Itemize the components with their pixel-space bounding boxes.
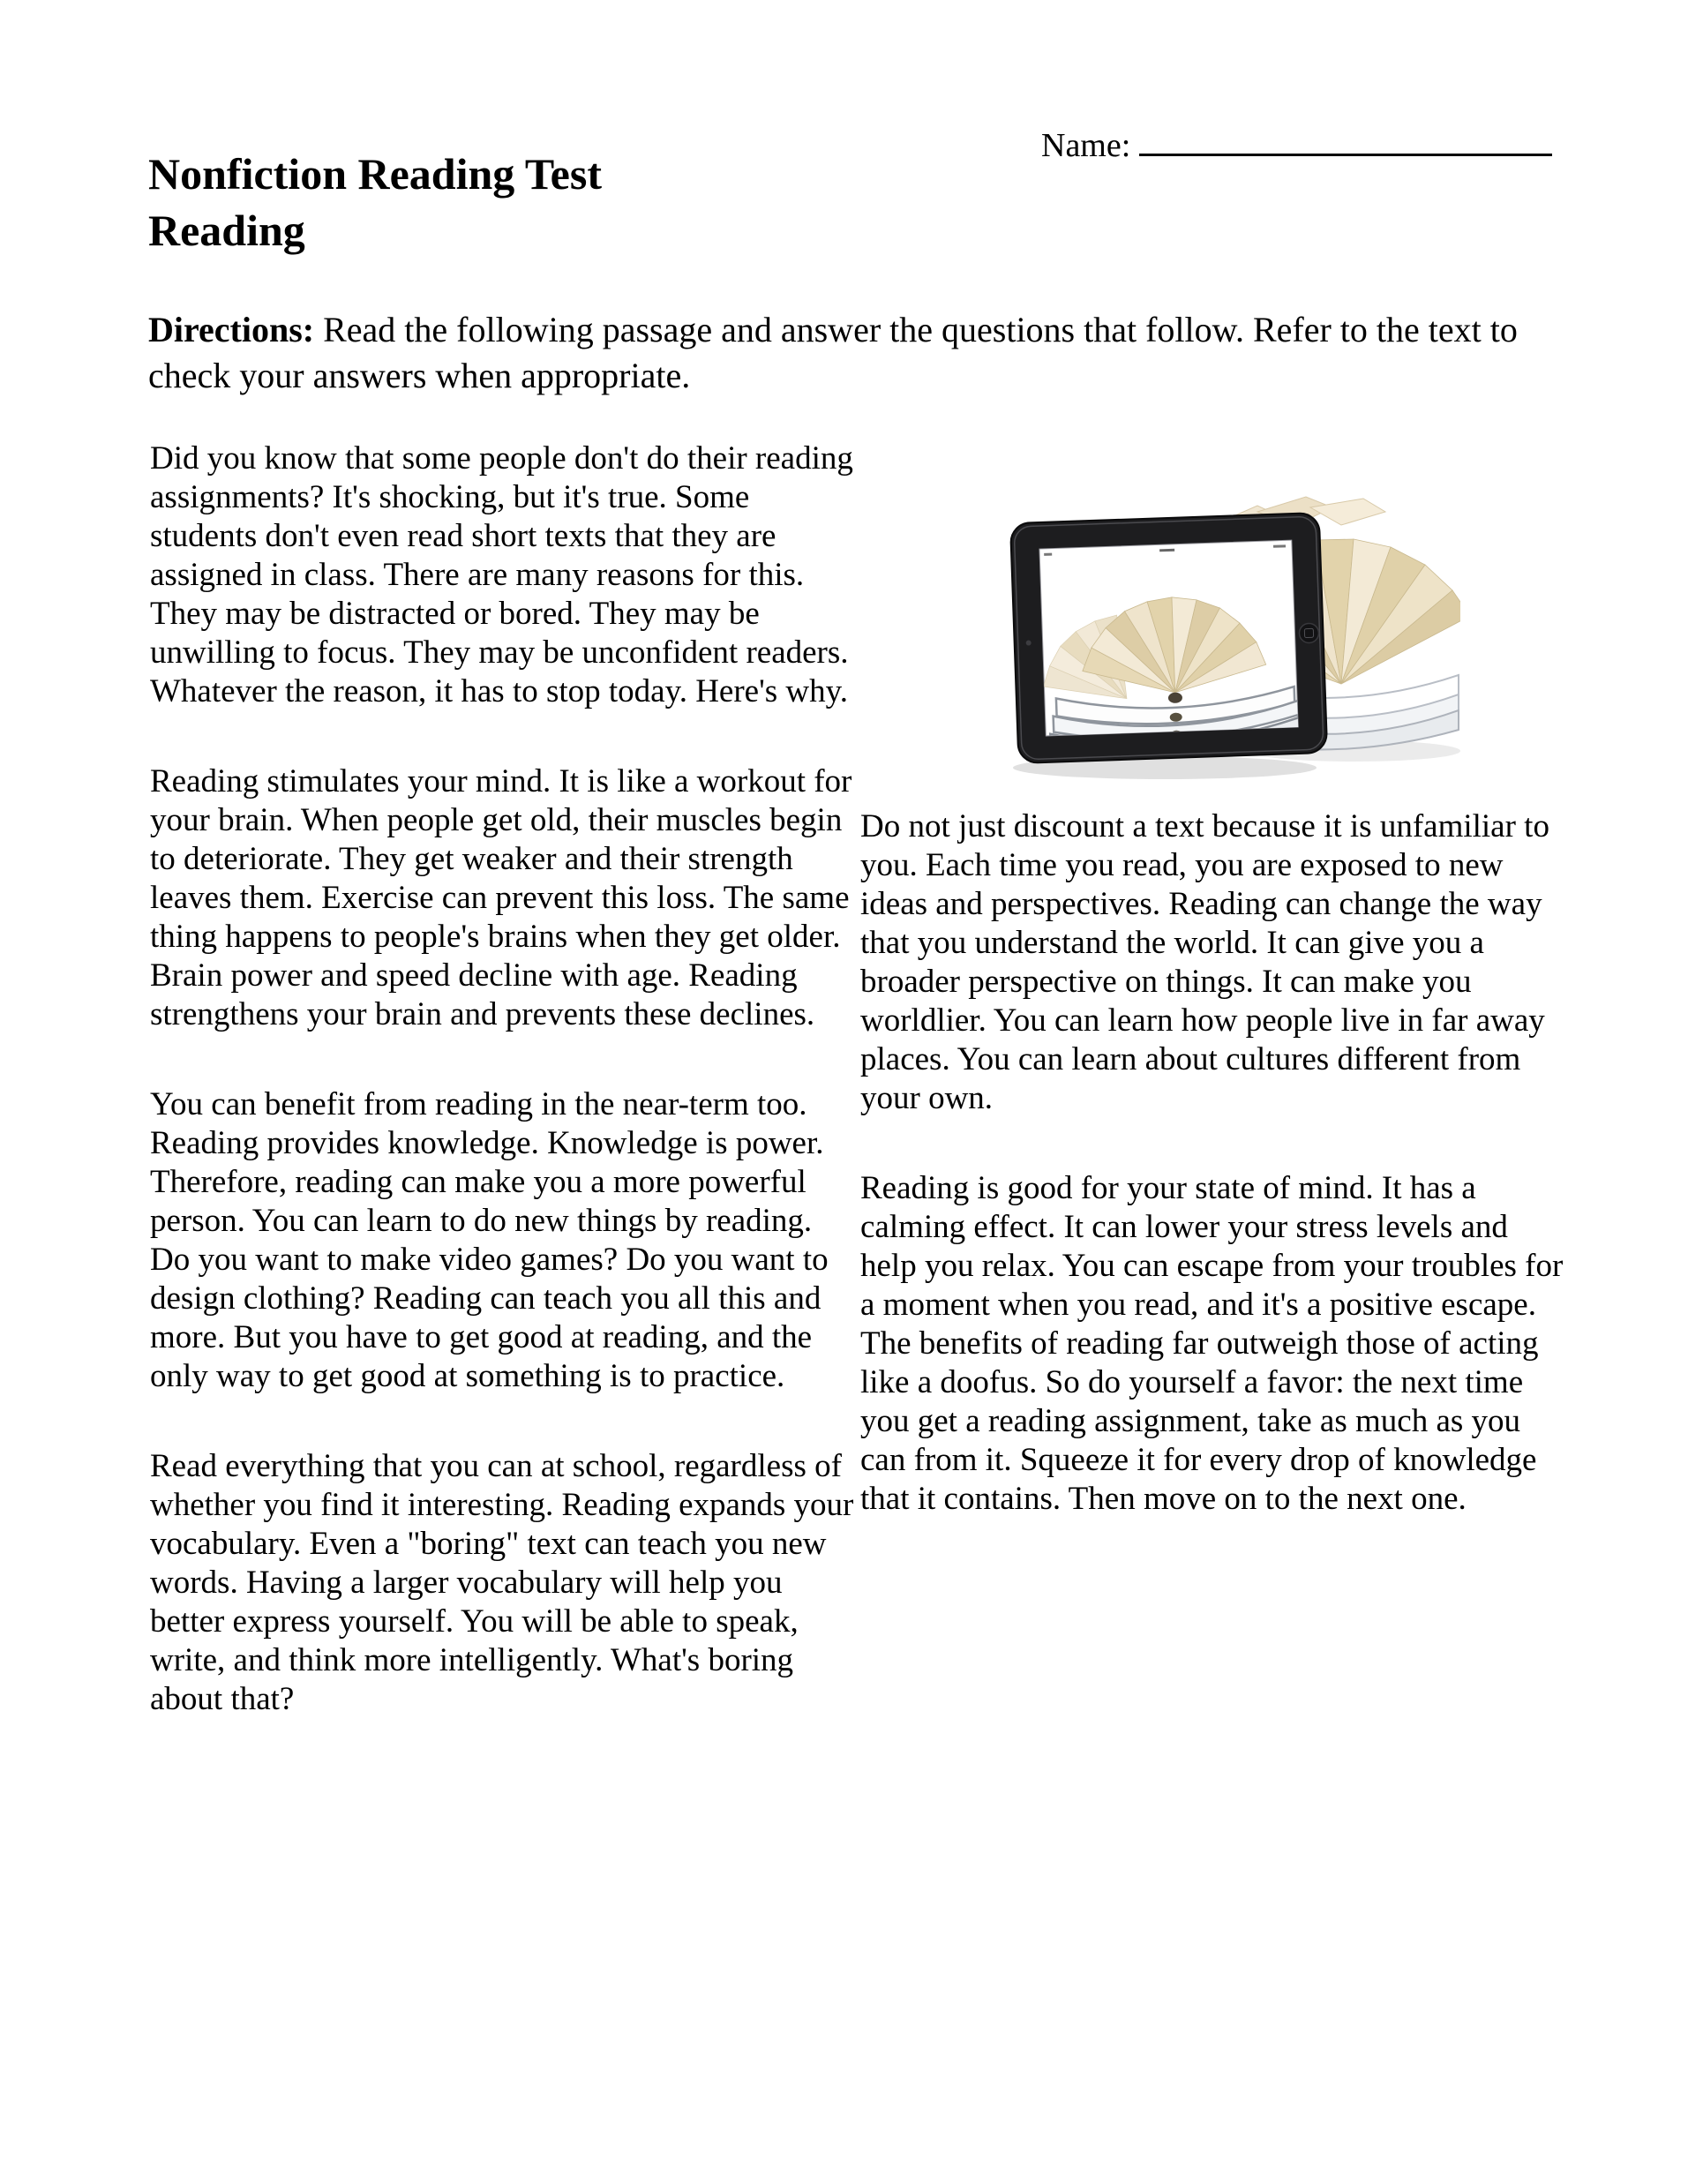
directions-label: Directions: bbox=[148, 310, 315, 349]
paragraph: Reading is good for your state of mind. It has a calming effect. It can lower your stress levels and help you relax. You can escape from your troubles for a moment when you read, and it's a positive escape. The benefits of reading far outweigh those of acting like a doofus. So do yourself a favor: the next time you get a reading assignment, take as much as you can from it. Squeeze it for every drop of knowledge that it contains. Then move on to the next one. bbox=[860, 1170, 1564, 1517]
paragraph: Reading stimulates your mind. It is like a workout for your brain. When people get old, their muscles begin to deteriorate. They get weaker and their strength leaves them. Exercise can prevent this loss. The same thing happens to people's brains when they get older. Brain power and speed decline with age. Reading strengthens your brain and prevents these declines. bbox=[150, 763, 852, 1032]
page-title: Nonfiction Reading Test bbox=[148, 149, 602, 199]
passage-right-column bbox=[860, 807, 1566, 1570]
home-button-icon bbox=[1299, 623, 1319, 643]
name-row bbox=[1041, 122, 1552, 165]
passage-left-column bbox=[150, 439, 856, 1770]
tablet-icon bbox=[1010, 513, 1327, 763]
paragraph: Do not just discount a text because it is unfamiliar to you. Each time you read, you are exposed to new ideas and perspectives. Reading can change the way that you understand the world. It can give you a broader perspective on things. It can make you worldlier. You can learn how people live in far away places. You can learn about cultures different from your own. bbox=[860, 808, 1549, 1116]
directions-text: Read the following passage and answer the questions that follow. Refer to the text to check your answers when appropriate. bbox=[148, 310, 1518, 395]
paragraph: You can benefit from reading in the near-term too. Reading provides knowledge. Knowledge is power. Therefore, reading can make you a more powerful person. You can learn to do new things by reading. Do you want to make video games? Do you want to design clothing? Reading can teach you all this and more. But you have to get good at reading, and the only way to get good at something is to practice. bbox=[150, 1086, 829, 1394]
page-subtitle: Reading bbox=[148, 206, 305, 255]
paragraph: Read everything that you can at school, regardless of whether you find it interesting. Reading expands your vocabulary. Even a "boring" text can teach you new words. Having a larger vocabulary will help you better express yourself. You will be able to speak, write, and think more intelligently. What's boring about that? bbox=[150, 1448, 854, 1717]
tablet-books-svg bbox=[993, 472, 1460, 790]
paragraph: Did you know that some people don't do their reading assignments? It's shocking, but it's true. Some students don't even read short texts that they are assigned in class. There are many reasons for this. They may be distracted or bored. They may be unwilling to focus. They may be unconfident readers. Whatever the reason, it has to stop today. Here's why. bbox=[150, 440, 853, 709]
directions bbox=[148, 307, 1556, 399]
tablet-books-image bbox=[993, 472, 1460, 790]
title-block bbox=[148, 146, 602, 259]
name-blank-line bbox=[1139, 122, 1552, 156]
name-label: Name: bbox=[1041, 127, 1131, 164]
